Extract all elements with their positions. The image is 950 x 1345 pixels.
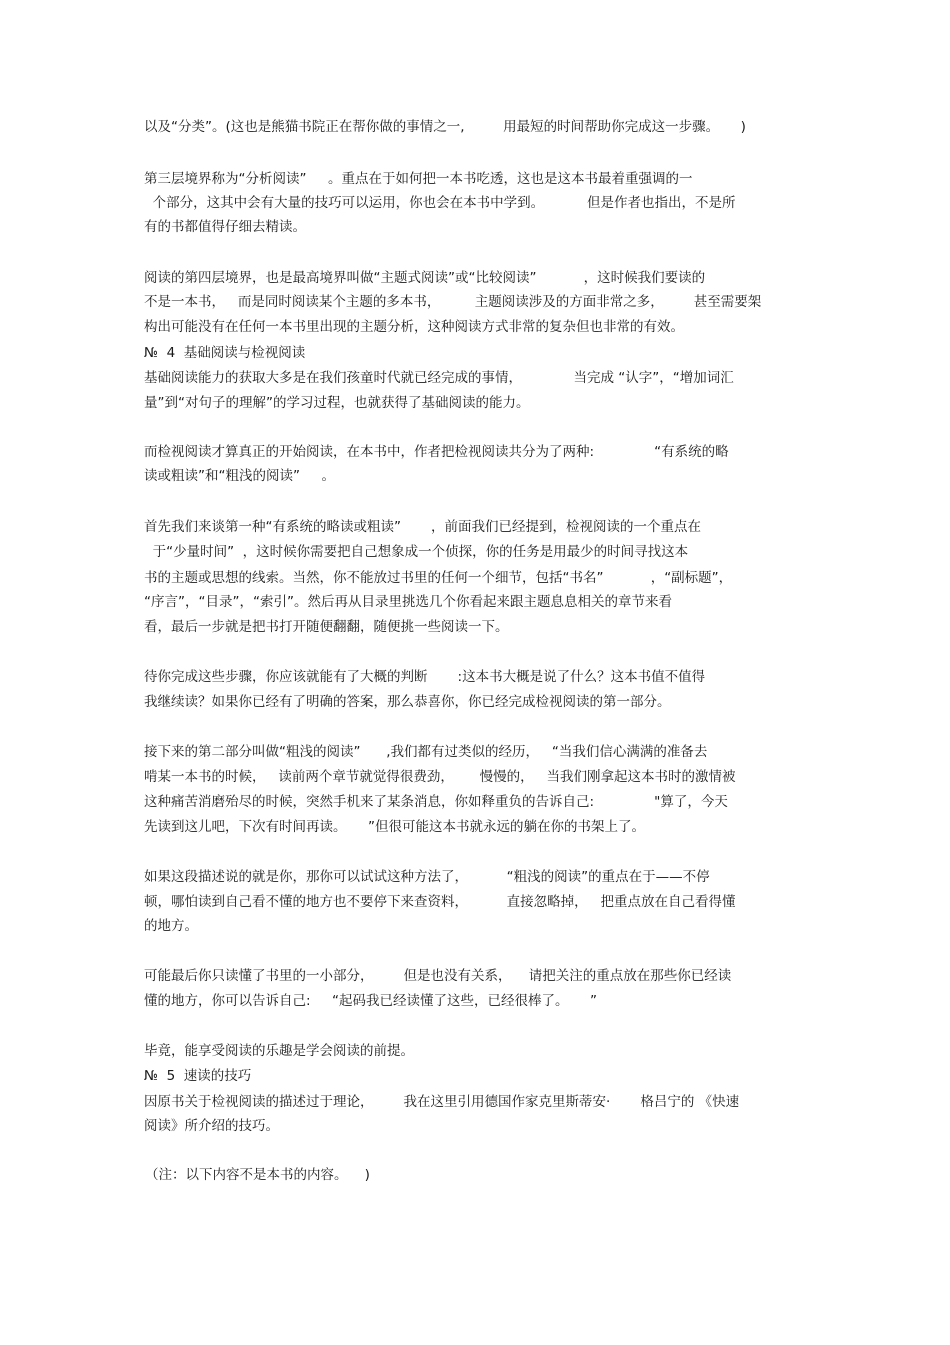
text-line: 我继续读？如果你已经有了明确的答案，那么恭喜你，你已经完成检视阅读的第一部分。 <box>144 694 671 710</box>
text-line: 个部分，这其中会有大量的技巧可以运用，你也会在本书中学到。 但是作者也指出，不是所 <box>144 195 736 211</box>
text-line: 先读到这儿吧，下次有时间再读。 ”但很可能这本书就永远的躺在你的书架上了。 <box>144 819 645 835</box>
text-line: 这种痛苦消磨殆尽的时候，突然手机来了某条消息，你如释重负的告诉自己: "算了，今天 <box>144 794 728 810</box>
text-line: 第三层境界称为“分析阅读” 。重点在于如何把一本书吃透，这也是这本书最着重强调的一 <box>144 171 693 187</box>
text-line: 懂的地方，你可以告诉自己: “起码我已经读懂了这些，已经很棒了。 ” <box>144 993 597 1009</box>
text-line: 阅读》所介绍的技巧。 <box>144 1118 279 1134</box>
text-line: 毕竟，能享受阅读的乐趣是学会阅读的前提。 <box>144 1043 414 1059</box>
text-line: 阅读的第四层境界，也是最高境界叫做“主题式阅读”或“比较阅读” ，这时候我们要读的 <box>144 270 706 286</box>
text-line: “序言”，“目录”，“索引”。然后再从目录里挑选几个你看起来跟主题息息相关的章节来看 <box>144 594 672 610</box>
text-line: 首先我们来谈第一种“有系统的略读或粗读” ，前面我们已经提到，检视阅读的一个重点在 <box>144 519 702 535</box>
text-line: 可能最后你只读懂了书里的一小部分， 但是也没有关系， 请把关注的重点放在那些你已经读 <box>144 968 732 984</box>
text-line: 读或粗读”和“粗浅的阅读” 。 <box>144 468 335 484</box>
text-line: 构出可能没有在任何一本书里出现的主题分析，这种阅读方式非常的复杂但也非常的有效。 <box>144 319 684 335</box>
section-heading: № 4 基础阅读与检视阅读 <box>144 345 306 361</box>
text-line: 而检视阅读才算真正的开始阅读，在本书中，作者把检视阅读共分为了两种: “有系统的略 <box>144 444 729 460</box>
text-line: 看，最后一步就是把书打开随便翻翻，随便挑一些阅读一下。 <box>144 619 509 635</box>
text-line: 接下来的第二部分叫做“粗浅的阅读” ,我们都有过类似的经历， “当我们信心满满的准备去 <box>144 744 708 760</box>
text-line: 量”到“对句子的理解”的学习过程，也就获得了基础阅读的能力。 <box>144 395 530 411</box>
text-line: 书的主题或思想的线索。当然，你不能放过书里的任何一个细节，包括“书名” ，“副标题”， <box>144 570 733 586</box>
text-line: 顿，哪怕读到自己看不懂的地方也不要停下来查资料， 直接忽略掉， 把重点放在自己看得懂 <box>144 894 736 910</box>
text-line: 有的书都值得仔细去精读。 <box>144 219 306 235</box>
text-line: 如果这段描述说的就是你，那你可以试试这种方法了， “粗浅的阅读”的重点在于——不停 <box>144 869 710 885</box>
note-line: （注：以下内容不是本书的内容。 ) <box>145 1167 370 1183</box>
text-line: 以及“分类”。(这也是熊猫书院正在帮你做的事情之一, 用最短的时间帮助你完成这一步骤。 ) <box>144 119 746 135</box>
text-line: 啃某一本书的时候， 读前两个章节就觉得很费劲， 慢慢的， 当我们刚拿起这本书时的激情被 <box>144 769 736 785</box>
text-line: 基础阅读能力的获取大多是在我们孩童时代就已经完成的事情， 当完成 “认字”，“增加词汇 <box>144 370 734 386</box>
text-line: 待你完成这些步骤，你应该就能有了大概的判断 :这本书大概是说了什么？这本书值不值得 <box>144 669 706 685</box>
section-heading: № 5 速读的技巧 <box>144 1068 252 1084</box>
text-line: 因原书关于检视阅读的描述过于理论， 我在这里引用德国作家克里斯蒂安· 格吕宁的 《快速 <box>144 1094 740 1110</box>
text-line: 不是一本书， 而是同时阅读某个主题的多本书， 主题阅读涉及的方面非常之多， 甚至需要架 <box>144 294 762 310</box>
text-line: 于“少量时间” ，这时候你需要把自己想象成一个侦探，你的任务是用最少的时间寻找这本 <box>144 544 689 560</box>
text-line: 的地方。 <box>144 918 198 934</box>
